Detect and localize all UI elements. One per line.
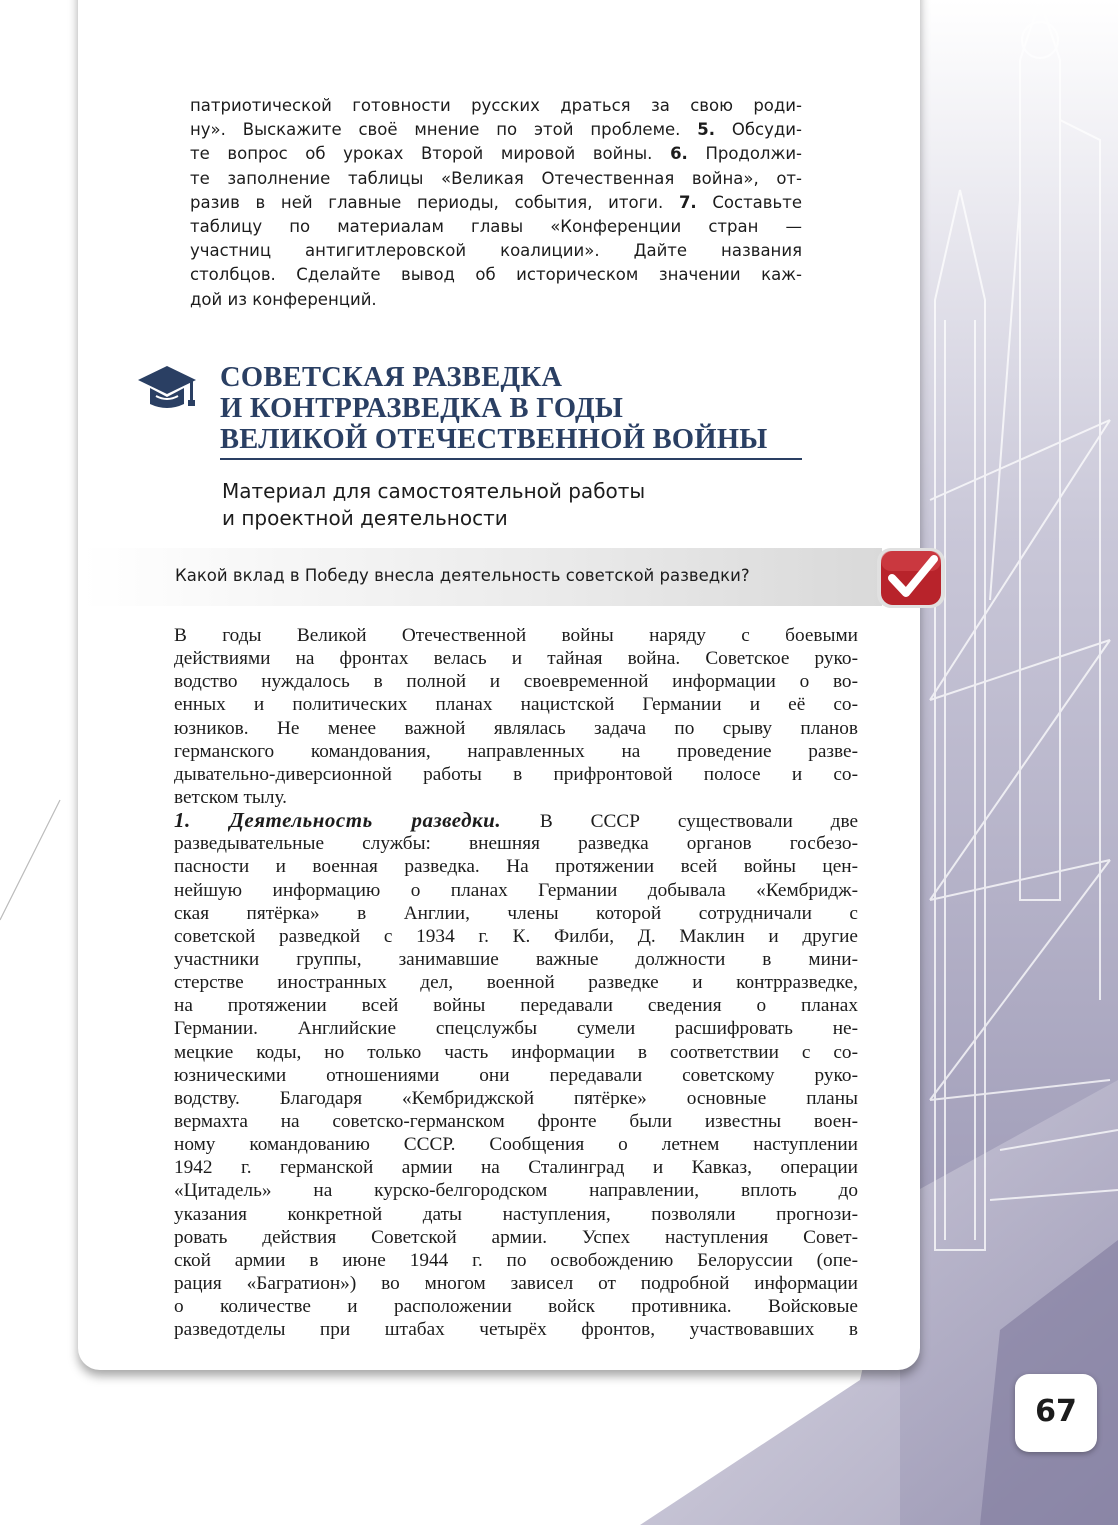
section-heading [220, 362, 820, 455]
body-text [174, 624, 858, 1341]
intro-line: те вопрос об уроках Второй мировой войны. 6. Продолжи- [190, 144, 803, 164]
intro-line: патриотической готовности русских драться за свою роди- [190, 96, 802, 115]
body-line: нейшую информацию о планах Германии добывала «Кембридж- [174, 879, 858, 901]
body-line: «Цитадель» на курско-белгородском направлении, вплоть до [174, 1180, 858, 1202]
body-line: советской разведкой с 1934 г. К. Филби, Д. Маклин и другие [174, 925, 858, 947]
body-line: пасности и военная разведка. На протяжении всей войны цен- [174, 856, 858, 878]
body-line: германского командования, направленных на проведение разве- [174, 740, 858, 762]
body-line: участники группы, занимавшие важные должности в мини- [174, 948, 858, 970]
body-line: о количестве и расположении войск противника. Войсковые [174, 1296, 858, 1318]
intro-line: ну». Выскажите своё мнение по этой проблеме. 5. Обсуди- [190, 120, 802, 140]
body-line: юзников. Не менее важной являлась задача по срыву планов [174, 717, 858, 739]
heading-line-3: ВЕЛИКОЙ ОТЕЧЕСТВЕННОЙ ВОЙНЫ [220, 424, 768, 455]
body-line: стерстве иностранных дел, военной разведке и контрразведке, [174, 972, 858, 994]
graduation-cap-icon [136, 360, 198, 416]
intro-line: разив в ней главные периоды, события, итоги. 7. Составьте [190, 192, 803, 212]
page-number: 67 [1035, 1394, 1077, 1429]
heading-line-2: И КОНТРРАЗВЕДКА В ГОДЫ [220, 393, 624, 424]
intro-line: дой из конференций. [190, 289, 377, 309]
body-line: мецкие коды, но только часть информации в соответствии с со- [174, 1041, 858, 1063]
intro-line: те заполнение таблицы «Великая Отечественная война», от- [190, 168, 802, 188]
subheading-line-1: Материал для самостоятельной работы [222, 479, 646, 503]
task-number: 7. [678, 192, 697, 212]
body-line: ному командованию СССР. Сообщения о летнем наступлении [174, 1134, 858, 1156]
task-number: 5. [697, 120, 716, 140]
body-line: водство нуждалось в полной и своевременной информации о во- [174, 671, 858, 693]
intro-paragraph [190, 94, 802, 312]
body-line: разведотделы при штабах четырёх фронтов, участвовавших в [174, 1319, 858, 1341]
body-line: юзническими отношениями они передавали советскому руко- [174, 1064, 858, 1086]
section-subtitle: 1. Деятельность разведки. [174, 808, 540, 833]
subheading-line-2: и проектной деятельности [222, 506, 508, 530]
body-line: действиями на фронтах велась и тайная война. Советское руко- [174, 648, 858, 670]
intro-line: столбцов. Сделайте вывод об историческом значении каж- [190, 265, 802, 285]
body-line: вермахта на советско-германском фронте были известны воен- [174, 1110, 858, 1132]
body-line: ской армии в июне 1944 г. по освобождению Белоруссии (опе- [174, 1249, 858, 1271]
body-line: указания конкретной даты наступления, позволяли прогнози- [174, 1203, 858, 1225]
body-line: енных и политических планах нацистской Германии и её со- [174, 694, 858, 716]
key-question: Какой вклад в Победу внесла деятельность советской разведки? [175, 566, 750, 585]
heading-underline [220, 458, 802, 460]
subheading [222, 478, 782, 532]
body-line: ветском тылу. [174, 786, 287, 808]
body-line: 1. Деятельность разведки. В СССР существовали две [174, 808, 858, 833]
body-line: В годы Великой Отечественной войны наряду с боевыми [174, 625, 858, 646]
intro-line: таблицу по материалам главы «Конференции стран — [190, 217, 802, 237]
checkmark-icon [874, 545, 948, 611]
intro-line: участниц антигитлеровской коалиции». Дайте названия [190, 241, 802, 261]
task-number: 6. [670, 144, 688, 164]
body-line: водству. Благодаря «Кембриджской пятёрке» основные планы [174, 1087, 858, 1109]
body-line: 1942 г. германской армии на Сталинград и Кавказ, операции [174, 1157, 858, 1179]
body-line: рация «Багратион») во многом зависел от подробной информации [174, 1272, 858, 1294]
body-line: разведывательные службы: внешняя разведка органов госбезо- [174, 833, 858, 855]
body-line: ская пятёрка» в Англии, члены которой сотрудничали с [174, 902, 858, 924]
heading-line-1: СОВЕТСКАЯ РАЗВЕДКА [220, 362, 563, 393]
body-line: на протяжении всей войны передавали сведения о планах [174, 995, 858, 1017]
body-line: Германии. Английские спецслужбы сумели расшифровать не- [174, 1018, 858, 1040]
body-line: дывательно-диверсионной работы в прифронтовой полосе и со- [174, 763, 858, 785]
body-line: ровать действия Советской армии. Успех наступления Совет- [174, 1226, 858, 1248]
